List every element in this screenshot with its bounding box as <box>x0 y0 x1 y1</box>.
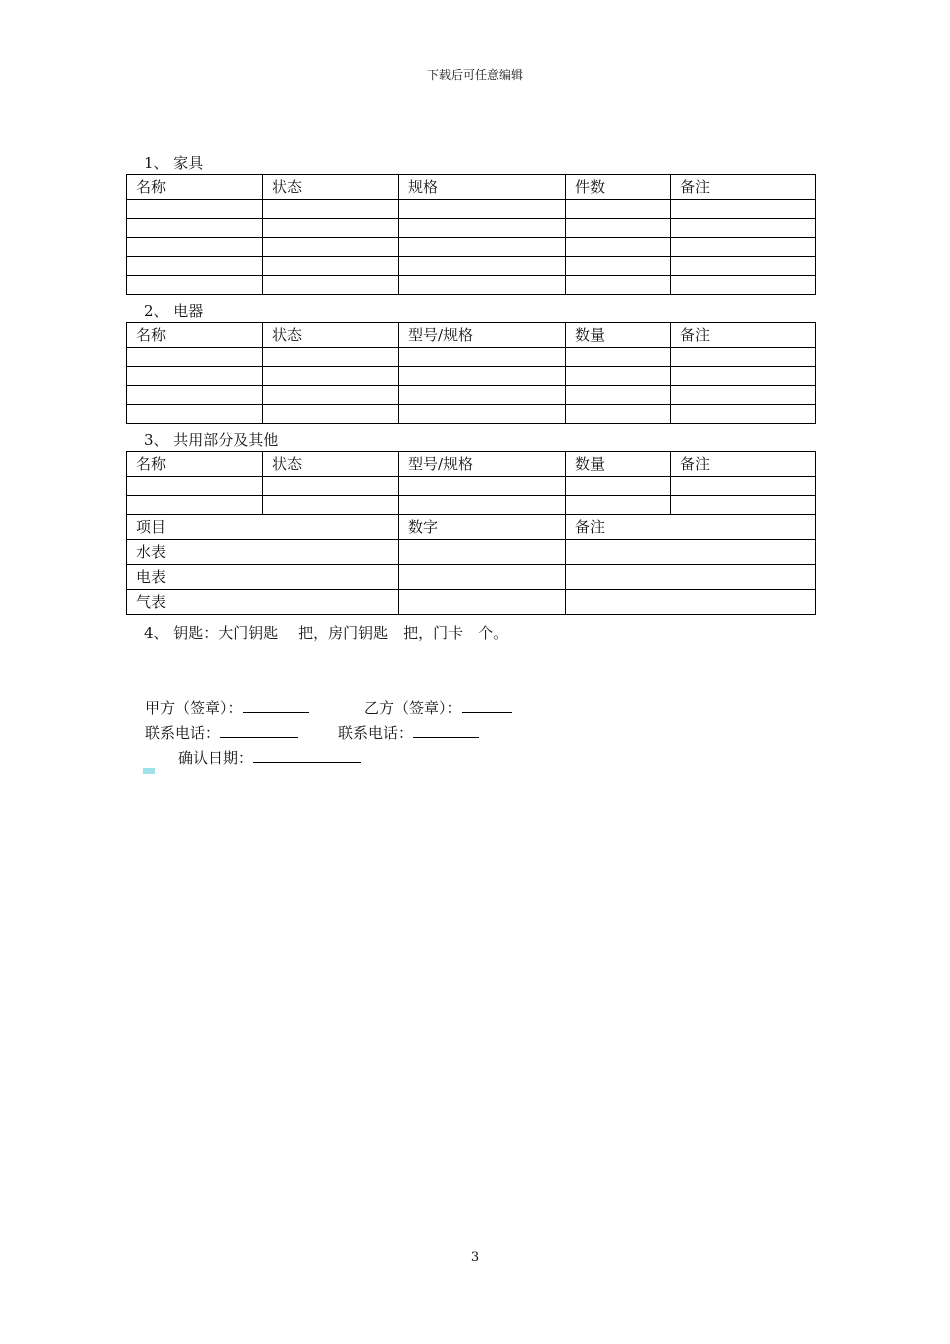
table-cell[interactable] <box>671 219 816 238</box>
header-cell: 项目 <box>127 515 399 540</box>
table-row <box>127 200 816 219</box>
party-b-blank[interactable] <box>462 698 512 713</box>
table-cell[interactable] <box>263 219 399 238</box>
table-row <box>127 219 816 238</box>
table-row <box>127 405 816 424</box>
phone-a-label: 联系电话： <box>145 724 221 742</box>
table-cell[interactable] <box>566 590 816 615</box>
header-cell: 备注 <box>671 452 816 477</box>
table-cell[interactable] <box>671 276 816 295</box>
cursor-marker <box>143 768 155 774</box>
table-cell[interactable] <box>263 367 399 386</box>
section-furniture-title: 1、 家具 <box>144 154 204 172</box>
page-number: 3 <box>470 1250 480 1265</box>
table-cell[interactable] <box>399 219 566 238</box>
meter-label: 电表 <box>127 565 399 590</box>
header-cell: 数字 <box>399 515 566 540</box>
table-cell[interactable] <box>566 565 816 590</box>
table-cell[interactable] <box>566 257 671 276</box>
phone-b-blank[interactable] <box>413 723 479 738</box>
section-appliances-title: 2、 电器 <box>144 302 204 320</box>
table-cell[interactable] <box>399 405 566 424</box>
table-cell[interactable] <box>263 496 399 515</box>
table-cell[interactable] <box>263 257 399 276</box>
confirm-date-blank[interactable] <box>253 748 361 763</box>
table-cell[interactable] <box>399 565 566 590</box>
party-b-label: 乙方（签章）： <box>364 699 462 717</box>
table-cell[interactable] <box>127 496 263 515</box>
table-cell[interactable] <box>263 200 399 219</box>
table-cell[interactable] <box>671 496 816 515</box>
table-cell[interactable] <box>566 200 671 219</box>
table-cell[interactable] <box>399 200 566 219</box>
table-cell[interactable] <box>127 219 263 238</box>
table-row <box>127 367 816 386</box>
appliances-table <box>126 322 816 424</box>
table-row <box>127 496 816 515</box>
table-cell[interactable] <box>263 405 399 424</box>
table-cell[interactable] <box>566 540 816 565</box>
table-cell[interactable] <box>399 590 566 615</box>
header-note: 下载后可任意编辑 <box>426 68 523 82</box>
table-cell[interactable] <box>263 276 399 295</box>
table-row <box>127 386 816 405</box>
header-cell: 备注 <box>671 323 816 348</box>
header-cell: 状态 <box>263 175 399 200</box>
table-cell[interactable] <box>566 496 671 515</box>
table-header-row <box>127 175 816 200</box>
table-cell[interactable] <box>127 405 263 424</box>
header-cell: 数量 <box>566 323 671 348</box>
header-cell: 名称 <box>127 323 263 348</box>
table-cell[interactable] <box>399 348 566 367</box>
party-a-signature <box>145 697 309 718</box>
table-cell[interactable] <box>263 348 399 367</box>
header-cell: 状态 <box>263 452 399 477</box>
table-cell[interactable] <box>566 238 671 257</box>
table-cell[interactable] <box>671 257 816 276</box>
table-row <box>127 238 816 257</box>
table-cell[interactable] <box>263 477 399 496</box>
table-cell[interactable] <box>263 238 399 257</box>
table-cell[interactable] <box>671 386 816 405</box>
table-cell[interactable] <box>566 367 671 386</box>
table-cell[interactable] <box>671 367 816 386</box>
table-row <box>127 348 816 367</box>
table-cell[interactable] <box>399 367 566 386</box>
header-cell: 名称 <box>127 452 263 477</box>
meter-header-row <box>127 515 816 540</box>
meter-label: 水表 <box>127 540 399 565</box>
table-cell[interactable] <box>566 348 671 367</box>
table-cell[interactable] <box>399 540 566 565</box>
phone-a-blank[interactable] <box>220 723 298 738</box>
header-cell: 型号/规格 <box>399 323 566 348</box>
table-cell[interactable] <box>671 200 816 219</box>
table-cell[interactable] <box>127 367 263 386</box>
table-cell[interactable] <box>127 238 263 257</box>
furniture-table <box>126 174 816 295</box>
table-cell[interactable] <box>671 477 816 496</box>
table-row <box>127 276 816 295</box>
table-header-row <box>127 452 816 477</box>
meter-row-gas <box>127 590 816 615</box>
table-cell[interactable] <box>566 219 671 238</box>
header-cell: 备注 <box>566 515 816 540</box>
table-cell[interactable] <box>127 276 263 295</box>
meter-label: 气表 <box>127 590 399 615</box>
table-row <box>127 257 816 276</box>
table-row <box>127 477 816 496</box>
header-cell: 规格 <box>399 175 566 200</box>
confirm-date <box>178 747 361 768</box>
table-cell[interactable] <box>566 276 671 295</box>
table-cell[interactable] <box>399 477 566 496</box>
phone-b-label: 联系电话： <box>338 724 414 742</box>
party-a-blank[interactable] <box>243 698 309 713</box>
header-cell: 名称 <box>127 175 263 200</box>
table-cell[interactable] <box>399 276 566 295</box>
table-cell[interactable] <box>671 238 816 257</box>
table-cell[interactable] <box>671 348 816 367</box>
table-cell[interactable] <box>263 386 399 405</box>
party-a-phone <box>145 722 298 743</box>
table-cell[interactable] <box>399 238 566 257</box>
table-cell[interactable] <box>399 386 566 405</box>
keys-line: 4、 钥匙：大门钥匙 把，房门钥匙 把，门卡 个。 <box>144 624 509 642</box>
table-cell[interactable] <box>399 496 566 515</box>
table-cell[interactable] <box>399 257 566 276</box>
table-cell[interactable] <box>127 257 263 276</box>
meter-row-water <box>127 540 816 565</box>
table-cell[interactable] <box>127 386 263 405</box>
section-shared-title: 3、 共用部分及其他 <box>144 431 279 449</box>
party-a-label: 甲方（签章）： <box>145 699 243 717</box>
table-header-row <box>127 323 816 348</box>
table-cell[interactable] <box>566 405 671 424</box>
header-cell: 备注 <box>671 175 816 200</box>
table-cell[interactable] <box>566 477 671 496</box>
header-cell: 型号/规格 <box>399 452 566 477</box>
header-cell: 件数 <box>566 175 671 200</box>
party-b-signature <box>364 697 512 718</box>
header-cell: 数量 <box>566 452 671 477</box>
table-cell[interactable] <box>127 200 263 219</box>
party-b-phone <box>338 722 479 743</box>
table-cell[interactable] <box>566 386 671 405</box>
table-cell[interactable] <box>127 477 263 496</box>
confirm-date-label: 确认日期： <box>178 749 254 767</box>
shared-table <box>126 451 816 615</box>
meter-row-electric <box>127 565 816 590</box>
table-cell[interactable] <box>127 348 263 367</box>
header-cell: 状态 <box>263 323 399 348</box>
table-cell[interactable] <box>671 405 816 424</box>
